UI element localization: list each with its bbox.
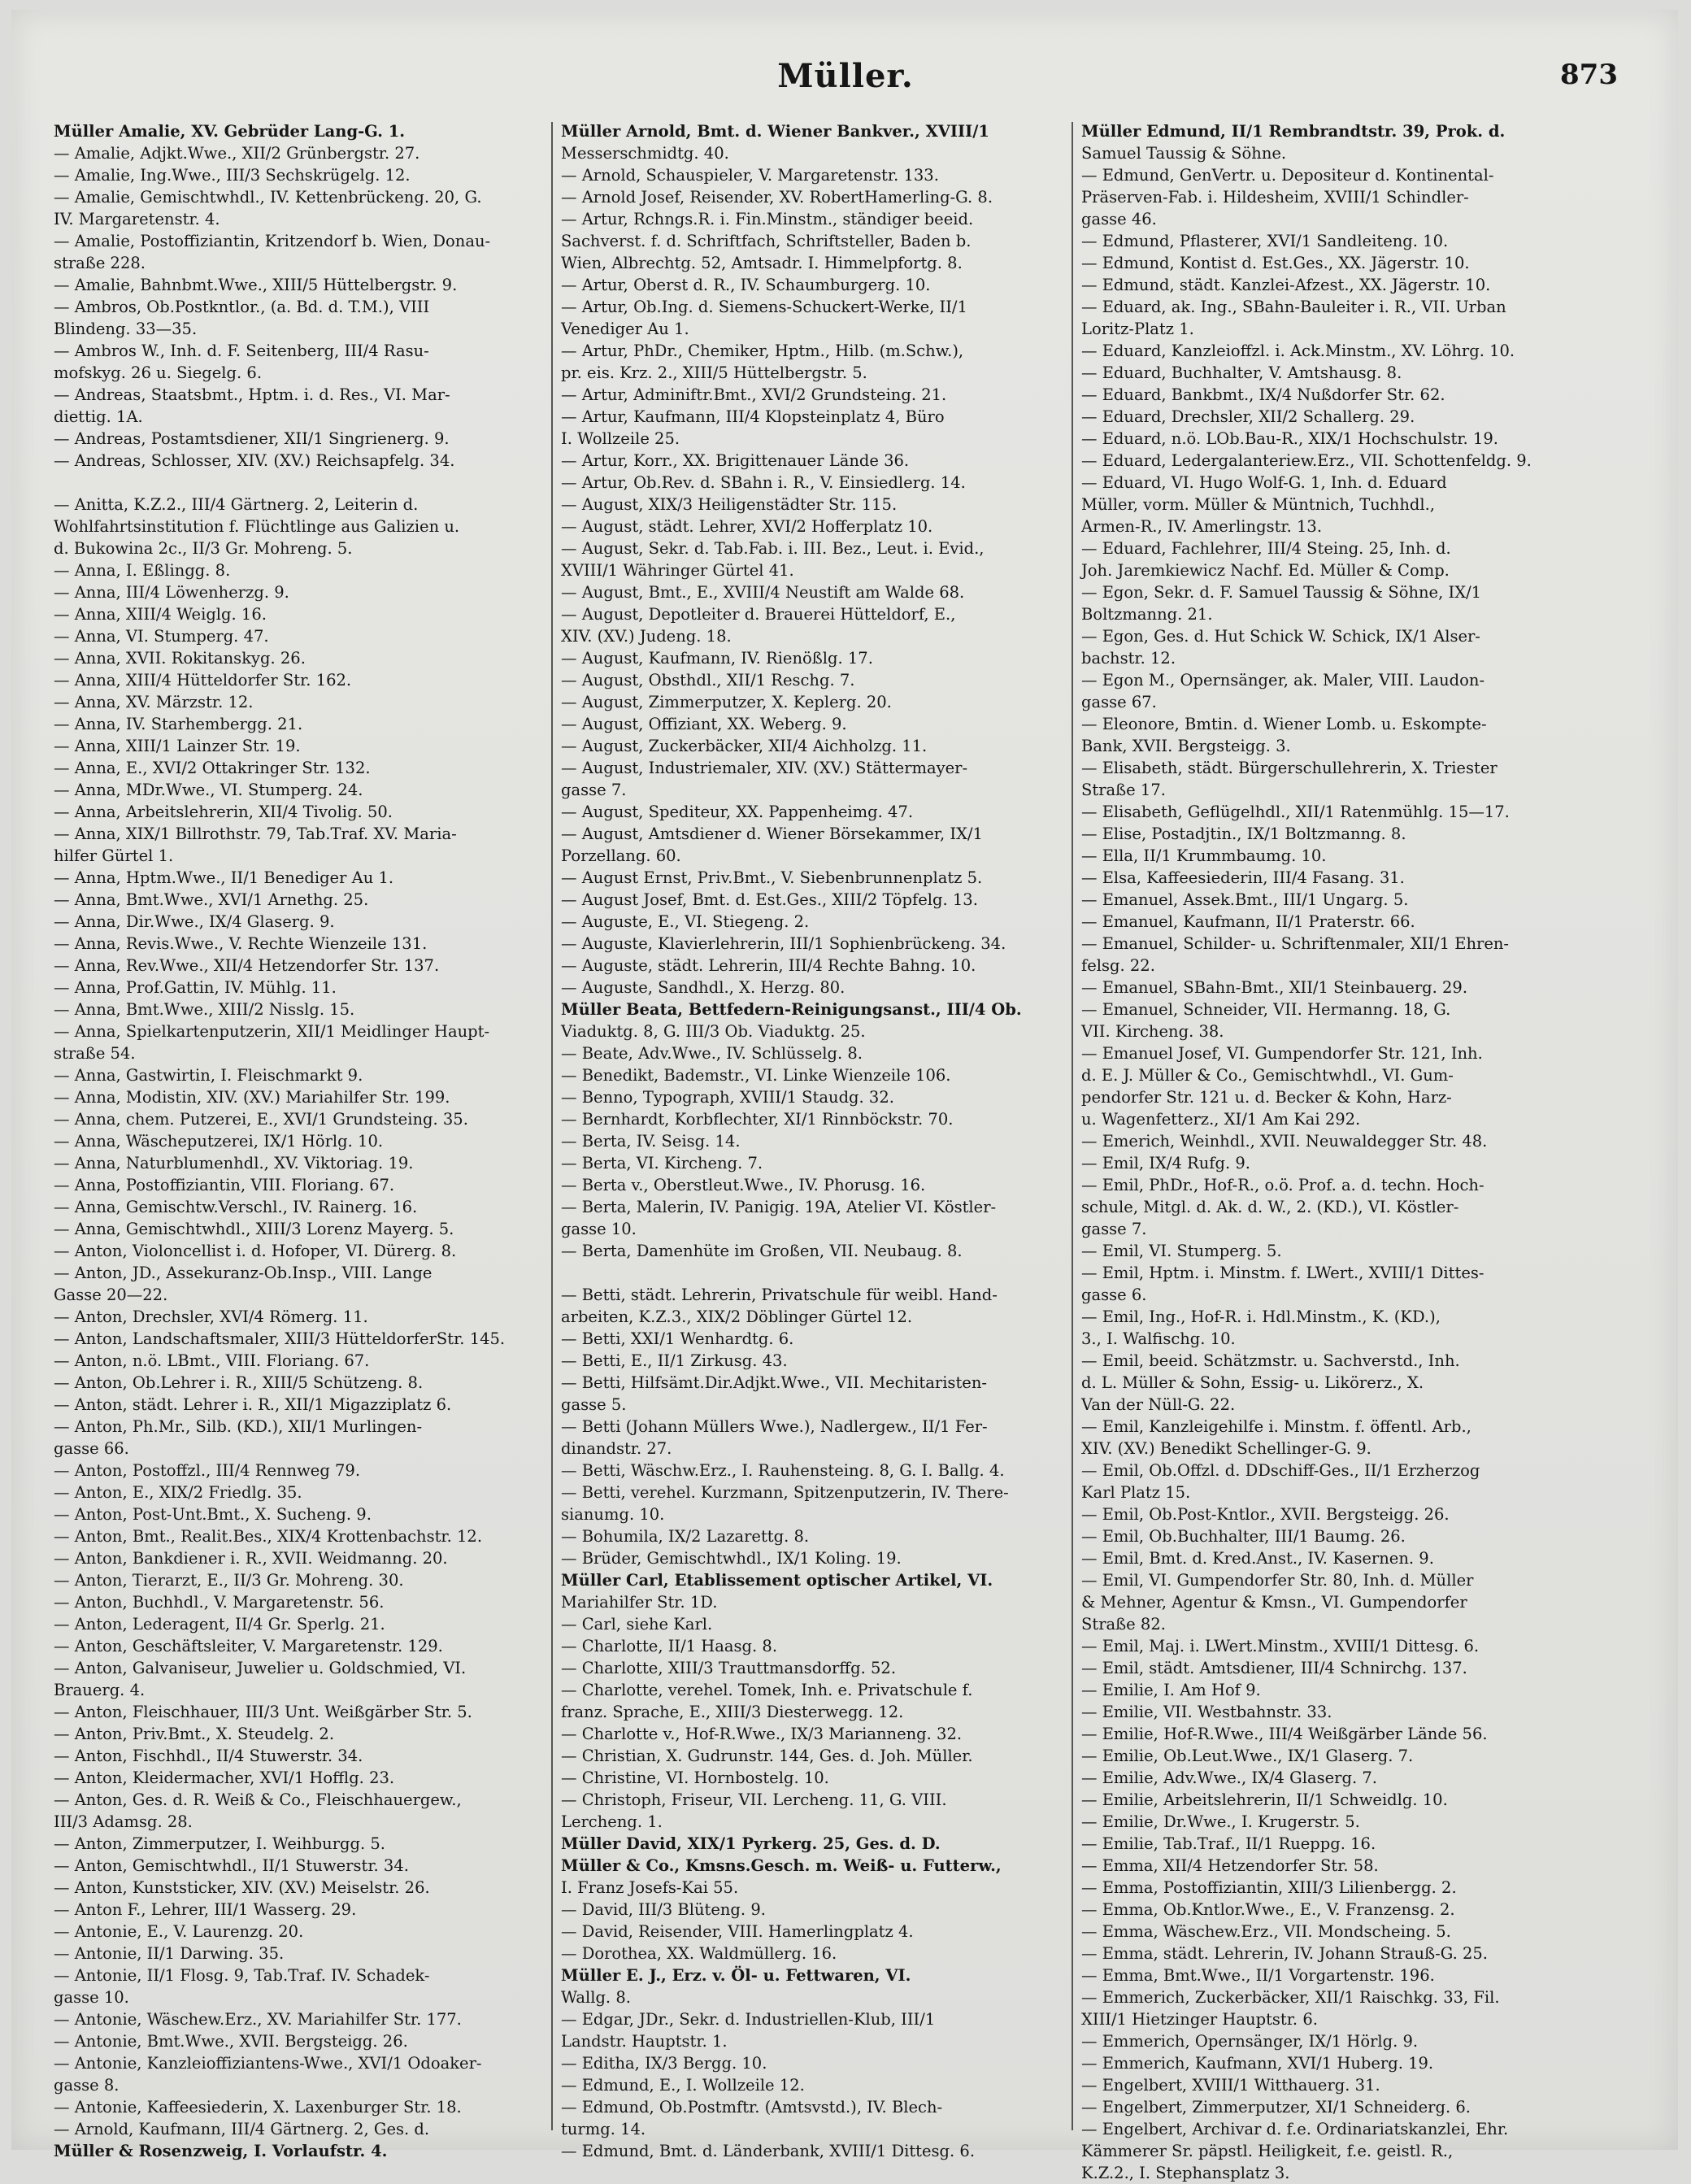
directory-entry: gasse 6. xyxy=(1081,1286,1147,1304)
directory-entry: — Anton, Ob.Lehrer i. R., XIII/5 Schützeng. 8. xyxy=(54,1373,424,1392)
directory-entry: — Artur, PhDr., Chemiker, Hptm., Hilb. (m.Schw.), xyxy=(561,342,964,360)
directory-entry: — Anna, Rev.Wwe., XII/4 Hetzendorfer Str. 137. xyxy=(54,956,440,975)
directory-entry: — Berta, IV. Seisg. 14. xyxy=(561,1132,741,1151)
directory-entry: — Anna, Modistin, XIV. (XV.) Mariahilfer Str. 199. xyxy=(54,1088,450,1107)
directory-entry: XIII/1 Hietzinger Hauptstr. 6. xyxy=(1081,2010,1318,2029)
directory-entry: — Emilie, Tab.Traf., II/1 Rueppg. 16. xyxy=(1081,1834,1376,1853)
directory-entry: Wallg. 8. xyxy=(561,1988,631,2007)
directory-entry: — Emilie, VII. Westbahnstr. 33. xyxy=(1081,1703,1332,1721)
directory-entry: gasse 7. xyxy=(561,781,627,799)
directory-entry: — Anitta, K.Z.2., III/4 Gärtnerg. 2, Leiterin d. xyxy=(54,495,419,514)
directory-entry: — Egon, Sekr. d. F. Samuel Taussig & Söhne, IX/1 xyxy=(1081,583,1482,602)
directory-entry: — Christian, X. Gudrunstr. 144, Ges. d. Joh. Müller. xyxy=(561,1747,973,1765)
directory-entry: — Anna, Wäscheputzerei, IX/1 Hörlg. 10. xyxy=(54,1132,384,1151)
directory-entry: — Betti, Wäschw.Erz., I. Rauhensteing. 8, G. I. Ballg. 4. xyxy=(561,1461,1005,1480)
directory-entry: — Anna, XV. Märzstr. 12. xyxy=(54,693,254,711)
directory-entry: Brauerg. 4. xyxy=(54,1681,146,1699)
directory-entry: Müller Amalie, XV. Gebrüder Lang-G. 1. xyxy=(54,122,406,141)
directory-entry: — Anna, XIII/4 Hütteldorfer Str. 162. xyxy=(54,671,352,690)
directory-entry: — Emilie, Ob.Leut.Wwe., IX/1 Glaserg. 7. xyxy=(1081,1747,1414,1765)
directory-entry: — Emanuel, Schilder- u. Schriftenmaler, XII/1 Ehren- xyxy=(1081,934,1510,953)
directory-entry: — Amalie, Adjkt.Wwe., XII/2 Grünbergstr. 27. xyxy=(54,144,420,163)
directory-entry: — Emma, städt. Lehrerin, IV. Johann Strauß-G. 25. xyxy=(1081,1944,1488,1963)
directory-entry: — Ambros W., Inh. d. F. Seitenberg, III/4 Rasu- xyxy=(54,342,429,360)
directory-entry: — Emma, Wäschew.Erz., VII. Mondscheing. 5. xyxy=(1081,1922,1451,1941)
column-middle xyxy=(561,120,1045,2160)
directory-entry: — Edmund, E., I. Wollzeile 12. xyxy=(561,2076,805,2095)
directory-entry: — Anna, Naturblumenhdl., XV. Viktoriag. 19. xyxy=(54,1154,414,1172)
directory-entry: Samuel Taussig & Söhne. xyxy=(1081,144,1287,163)
directory-entry: — August, Zimmerputzer, X. Keplerg. 20. xyxy=(561,693,892,711)
directory-entry: — Eduard, Kanzleioffzl. i. Ack.Minstm., XV. Löhrg. 10. xyxy=(1081,342,1515,360)
column-left xyxy=(54,120,538,2160)
directory-entry: — Betti, E., II/1 Zirkusg. 43. xyxy=(561,1351,788,1370)
directory-entry: IV. Margaretenstr. 4. xyxy=(54,210,220,228)
directory-entry: arbeiten, K.Z.3., XIX/2 Döblinger Gürtel 12. xyxy=(561,1307,913,1326)
directory-entry: — Auguste, Klavierlehrerin, III/1 Sophienbrückeng. 34. xyxy=(561,934,1006,953)
directory-entry: Joh. Jaremkiewicz Nachf. Ed. Müller & Comp. xyxy=(1081,561,1450,580)
directory-entry: Boltzmanng. 21. xyxy=(1081,605,1213,624)
directory-entry: — Charlotte v., Hof-R.Wwe., IX/3 Marianneng. 32. xyxy=(561,1725,963,1743)
directory-entry: — Anton, Violoncellist i. d. Hofoper, VI. Dürerg. 8. xyxy=(54,1242,457,1260)
directory-entry: — Eduard, ak. Ing., SBahn-Bauleiter i. R., VII. Urban xyxy=(1081,298,1506,316)
directory-entry: Lercheng. 1. xyxy=(561,1812,663,1831)
directory-entry: hilfer Gürtel 1. xyxy=(54,846,174,865)
directory-entry: — Anton, Gemischtwhdl., II/1 Stuwerstr. 34. xyxy=(54,1856,409,1875)
directory-entry: — Anna, Arbeitslehrerin, XII/4 Tivolig. 50. xyxy=(54,803,393,821)
directory-entry: dinandstr. 27. xyxy=(561,1439,672,1458)
directory-entry: — Anton, Buchhdl., V. Margaretenstr. 56. xyxy=(54,1593,385,1612)
directory-entry: — Christoph, Friseur, VII. Lercheng. 11, G. VIII. xyxy=(561,1790,947,1809)
page-title: Müller. xyxy=(777,57,914,95)
directory-entry: Kämmerer Sr. päpstl. Heiligkeit, f.e. geistl. R., xyxy=(1081,2142,1454,2160)
directory-entry: — Eduard, Ledergalanteriew.Erz., VII. Schottenfeldg. 9. xyxy=(1081,451,1532,470)
directory-entry: Landstr. Hauptstr. 1. xyxy=(561,2032,728,2051)
directory-entry: — Edmund, Kontist d. Est.Ges., XX. Jägerstr. 10. xyxy=(1081,254,1470,272)
directory-entry: Müller Arnold, Bmt. d. Wiener Bankver., XVIII/1 xyxy=(561,122,989,141)
directory-entry: — August, Sekr. d. Tab.Fab. i. III. Bez., Leut. i. Evid., xyxy=(561,539,985,558)
directory-entry: — Anton, Ges. d. R. Weiß & Co., Fleischhauergew., xyxy=(54,1790,462,1809)
directory-entry: — Elsa, Kaffeesiederin, III/4 Fasang. 31. xyxy=(1081,868,1405,887)
directory-entry: sianumg. 10. xyxy=(561,1505,665,1524)
directory-entry: gasse 10. xyxy=(54,1988,129,2007)
directory-entry: — Berta, VI. Kircheng. 7. xyxy=(561,1154,763,1172)
directory-entry: Blindeng. 33—35. xyxy=(54,320,198,338)
directory-entry: Porzellang. 60. xyxy=(561,846,681,865)
directory-entry: — Emil, VI. Gumpendorfer Str. 80, Inh. d. Müller xyxy=(1081,1571,1474,1590)
directory-entry: — Emerich, Weinhdl., XVII. Neuwaldegger Str. 48. xyxy=(1081,1132,1488,1151)
directory-entry: — Emil, Hptm. i. Minstm. f. LWert., XVIII/1 Dittes- xyxy=(1081,1264,1485,1282)
directory-entry: Van der Nüll-G. 22. xyxy=(1081,1395,1236,1414)
directory-entry: — Emma, XII/4 Hetzendorfer Str. 58. xyxy=(1081,1856,1379,1875)
directory-entry: — Benno, Typograph, XVIII/1 Staudg. 32. xyxy=(561,1088,894,1107)
directory-entry: — Emil, Ob.Post-Kntlor., XVII. Bergsteigg. 26. xyxy=(1081,1505,1450,1524)
directory-entry: — Emil, Kanzleigehilfe i. Minstm. f. öffentl. Arb., xyxy=(1081,1417,1471,1436)
directory-entry: Müller, vorm. Müller & Müntnich, Tuchhdl., xyxy=(1081,495,1436,514)
directory-entry: — Emanuel, Kaufmann, II/1 Praterstr. 66. xyxy=(1081,912,1415,931)
directory-entry: — Emma, Bmt.Wwe., II/1 Vorgartenstr. 196. xyxy=(1081,1966,1435,1985)
directory-entry: — Elisabeth, städt. Bürgerschullehrerin, X. Triester xyxy=(1081,759,1498,777)
directory-entry: — Anton, Postoffzl., III/4 Rennweg 79. xyxy=(54,1461,361,1480)
directory-entry: — Christine, VI. Hornbostelg. 10. xyxy=(561,1769,829,1787)
directory-entry: — Edmund, städt. Kanzlei-Afzest., XX. Jägerstr. 10. xyxy=(1081,276,1491,294)
directory-entry: — Auguste, städt. Lehrerin, III/4 Rechte Bahng. 10. xyxy=(561,956,976,975)
directory-entry: — Emil, Ob.Buchhalter, III/1 Baumg. 26. xyxy=(1081,1527,1406,1546)
directory-entry: — Elisabeth, Geflügelhdl., XII/1 Ratenmühlg. 15—17. xyxy=(1081,803,1510,821)
directory-entry: schule, Mitgl. d. Ak. d. W., 2. (KD.), VI. Köstler- xyxy=(1081,1198,1459,1216)
directory-entry: — Betti, Hilfsämt.Dir.Adjkt.Wwe., VII. Mechitaristen- xyxy=(561,1373,987,1392)
directory-entry: — Anna, MDr.Wwe., VI. Stumperg. 24. xyxy=(54,781,363,799)
directory-entry: — Ella, II/1 Krummbaumg. 10. xyxy=(1081,846,1327,865)
directory-entry: — Auguste, Sandhdl., X. Herzg. 80. xyxy=(561,978,846,997)
directory-entry: — Antonie, Wäschew.Erz., XV. Mariahilfer Str. 177. xyxy=(54,2010,462,2029)
directory-entry: — Anna, I. Eßlingg. 8. xyxy=(54,561,231,580)
directory-entry: — Anton, Bmt., Realit.Bes., XIX/4 Krottenbachstr. 12. xyxy=(54,1527,483,1546)
directory-entry: bachstr. 12. xyxy=(1081,649,1176,668)
directory-entry: — Emil, PhDr., Hof-R., o.ö. Prof. a. d. techn. Hoch- xyxy=(1081,1176,1485,1194)
directory-entry: gasse 10. xyxy=(561,1220,637,1238)
directory-entry: Müller & Rosenzweig, I. Vorlaufstr. 4. xyxy=(54,2142,388,2160)
directory-entry: pendorfer Str. 121 u. d. Becker & Kohn, Harz- xyxy=(1081,1088,1452,1107)
directory-entry: — August, Offiziant, XX. Weberg. 9. xyxy=(561,715,847,733)
directory-entry xyxy=(561,1262,1045,1284)
directory-entry: — August, Amtsdiener d. Wiener Börsekammer, IX/1 xyxy=(561,824,983,843)
directory-entry: — Artur, Ob.Rev. d. SBahn i. R., V. Einsiedlerg. 14. xyxy=(561,473,966,492)
directory-entry: u. Wagenfetterz., XI/1 Am Kai 292. xyxy=(1081,1110,1361,1129)
directory-entry: — Anna, Revis.Wwe., V. Rechte Wienzeile 131. xyxy=(54,934,428,953)
directory-entry: — Antonie, II/1 Flosg. 9, Tab.Traf. IV. Schadek- xyxy=(54,1966,430,1985)
directory-entry: XIV. (XV.) Benedikt Schellinger-G. 9. xyxy=(1081,1439,1371,1458)
directory-entry: — Anton, Drechsler, XVI/4 Römerg. 11. xyxy=(54,1307,368,1326)
directory-entry: — Anna, Postoffiziantin, VIII. Floriang. 67. xyxy=(54,1176,395,1194)
directory-entry: — Carl, siehe Karl. xyxy=(561,1615,713,1634)
directory-entry: — Emil, städt. Amtsdiener, III/4 Schnirchg. 137. xyxy=(1081,1659,1467,1677)
directory-entry: gasse 46. xyxy=(1081,210,1157,228)
directory-entry: — Emilie, Arbeitslehrerin, II/1 Schweidlg. 10. xyxy=(1081,1790,1448,1809)
directory-entry: gasse 8. xyxy=(54,2076,120,2095)
directory-entry: — Emilie, Adv.Wwe., IX/4 Glaserg. 7. xyxy=(1081,1769,1377,1787)
directory-entry: — August, Bmt., E., XVIII/4 Neustift am Walde 68. xyxy=(561,583,965,602)
directory-entry: Straße 82. xyxy=(1081,1615,1166,1634)
directory-entry: d. Bukowina 2c., II/3 Gr. Mohreng. 5. xyxy=(54,539,353,558)
directory-entry: — Anna, Bmt.Wwe., XVI/1 Arnethg. 25. xyxy=(54,890,369,909)
column-divider xyxy=(551,122,553,2130)
directory-entry: Bank, XVII. Bergsteigg. 3. xyxy=(1081,737,1291,755)
directory-entry: — Anton, Fleischhauer, III/3 Unt. Weißgärber Str. 5. xyxy=(54,1703,472,1721)
column-right xyxy=(1081,120,1566,2182)
directory-entry: — Eduard, Fachlehrer, III/4 Steing. 25, Inh. d. xyxy=(1081,539,1451,558)
directory-entry: — Anna, Hptm.Wwe., II/1 Benediger Au 1. xyxy=(54,868,394,887)
directory-entry: — Elise, Postadjtin., IX/1 Boltzmanng. 8. xyxy=(1081,824,1406,843)
directory-entry: — Anna, III/4 Löwenherzg. 9. xyxy=(54,583,289,602)
directory-entry: franz. Sprache, E., XIII/3 Diesterwegg. 12. xyxy=(561,1703,904,1721)
directory-entry: 3., I. Walfischg. 10. xyxy=(1081,1329,1236,1348)
directory-entry: Armen-R., IV. Amerlingstr. 13. xyxy=(1081,517,1323,536)
directory-entry: Karl Platz 15. xyxy=(1081,1483,1191,1502)
directory-entry: III/3 Adamsg. 28. xyxy=(54,1812,193,1831)
directory-entry: — Arnold, Schauspieler, V. Margaretenstr. 133. xyxy=(561,166,939,185)
directory-entry: — August, Obsthdl., XII/1 Reschg. 7. xyxy=(561,671,855,690)
directory-entry: mofskyg. 26 u. Siegelg. 6. xyxy=(54,363,263,382)
directory-entry: — Dorothea, XX. Waldmüllerg. 16. xyxy=(561,1944,837,1963)
directory-entry: — Betti, XXI/1 Wenhardtg. 6. xyxy=(561,1329,794,1348)
directory-entry: — Anton, Lederagent, II/4 Gr. Sperlg. 21. xyxy=(54,1615,385,1634)
directory-entry: — Artur, Kaufmann, III/4 Klopsteinplatz 4, Büro xyxy=(561,407,945,426)
directory-entry: Präserven-Fab. i. Hildesheim, XVIII/1 Schindler- xyxy=(1081,188,1469,207)
directory-entry: gasse 7. xyxy=(1081,1220,1147,1238)
directory-entry: I. Franz Josefs-Kai 55. xyxy=(561,1878,739,1897)
directory-entry: — Emmerich, Zuckerbäcker, XII/1 Raischkg. 33, Fil. xyxy=(1081,1988,1500,2007)
directory-entry: — Emmerich, Opernsänger, IX/1 Hörlg. 9. xyxy=(1081,2032,1419,2051)
directory-entry: Loritz-Platz 1. xyxy=(1081,320,1194,338)
directory-entry: — Charlotte, XIII/3 Trauttmansdorffg. 52. xyxy=(561,1659,897,1677)
directory-entry: — Anton, Galvaniseur, Juwelier u. Goldschmied, VI. xyxy=(54,1659,467,1677)
directory-entry: — Emilie, Dr.Wwe., I. Krugerstr. 5. xyxy=(1081,1812,1360,1831)
directory-entry: pr. eis. Krz. 2., XIII/5 Hüttelbergstr. 5. xyxy=(561,363,867,382)
directory-entry: — Anton, n.ö. LBmt., VIII. Floriang. 67. xyxy=(54,1351,370,1370)
directory-entry: Müller Carl, Etablissement optischer Artikel, VI. xyxy=(561,1571,993,1590)
directory-entry: — Anna, VI. Stumperg. 47. xyxy=(54,627,269,646)
directory-entry: — Amalie, Postoffiziantin, Kritzendorf b. Wien, Donau- xyxy=(54,232,491,250)
directory-entry: — Anna, XIX/1 Billrothstr. 79, Tab.Traf. XV. Maria- xyxy=(54,824,457,843)
directory-entry: d. E. J. Müller & Co., Gemischtwhdl., VI. Gum- xyxy=(1081,1066,1454,1085)
directory-entry: — Anna, XVII. Rokitanskyg. 26. xyxy=(54,649,306,668)
directory-entry: — Anna, Prof.Gattin, IV. Mühlg. 11. xyxy=(54,978,337,997)
column-divider xyxy=(1072,122,1073,2130)
directory-entry: — Antonie, Kanzleioffiziantens-Wwe., XVI/1 Odoaker- xyxy=(54,2054,482,2073)
directory-entry: — Artur, Korr., XX. Brigittenauer Lände 36. xyxy=(561,451,910,470)
directory-entry: — Eduard, Drechsler, XII/2 Schallerg. 29. xyxy=(1081,407,1415,426)
directory-entry: — Eleonore, Bmtin. d. Wiener Lomb. u. Eskompte- xyxy=(1081,715,1487,733)
directory-entry: — August, Kaufmann, IV. Rienößlg. 17. xyxy=(561,649,873,668)
directory-entry: — Betti, verehel. Kurzmann, Spitzenputzerin, IV. There- xyxy=(561,1483,1009,1502)
directory-entry xyxy=(54,472,538,494)
directory-entry: — Anton, E., XIX/2 Friedlg. 35. xyxy=(54,1483,302,1502)
directory-entry: — Anton, Ph.Mr., Silb. (KD.), XII/1 Murlingen- xyxy=(54,1417,423,1436)
directory-entry: — Anna, Bmt.Wwe., XIII/2 Nisslg. 15. xyxy=(54,1000,355,1019)
directory-entry: — Emanuel, Schneider, VII. Hermanng. 18, G. xyxy=(1081,1000,1451,1019)
directory-entry: — August, XIX/3 Heiligenstädter Str. 115. xyxy=(561,495,898,514)
directory-entry: — Artur, Rchngs.R. i. Fin.Minstm., ständiger beeid. xyxy=(561,210,974,228)
directory-entry: — Berta, Malerin, IV. Panigig. 19A, Atelier VI. Köstler- xyxy=(561,1198,997,1216)
directory-entry: diettig. 1A. xyxy=(54,407,143,426)
directory-entry: — Anton, Post-Unt.Bmt., X. Sucheng. 9. xyxy=(54,1505,372,1524)
directory-entry: — Amalie, Ing.Wwe., III/3 Sechskrügelg. 12. xyxy=(54,166,411,185)
directory-entry: — August, Spediteur, XX. Pappenheimg. 47. xyxy=(561,803,914,821)
directory-entry: Müller David, XIX/1 Pyrkerg. 25, Ges. d. D. xyxy=(561,1834,941,1853)
directory-entry: — Anna, XIII/1 Lainzer Str. 19. xyxy=(54,737,301,755)
directory-entry: — August, städt. Lehrer, XVI/2 Hofferplatz 10. xyxy=(561,517,933,536)
directory-entry: Wohlfahrtsinstitution f. Flüchtlinge aus Galizien u. xyxy=(54,517,460,536)
directory-entry: — Eduard, Buchhalter, V. Amtshausg. 8. xyxy=(1081,363,1402,382)
directory-entry: — Emanuel Josef, VI. Gumpendorfer Str. 121, Inh. xyxy=(1081,1044,1483,1063)
directory-entry: Müller & Co., Kmsns.Gesch. m. Weiß- u. Futterw., xyxy=(561,1856,1002,1875)
directory-entry: — Emil, Bmt. d. Kred.Anst., IV. Kasernen. 9. xyxy=(1081,1549,1434,1568)
directory-entry: — Egon, Ges. d. Hut Schick W. Schick, IX/1 Alser- xyxy=(1081,627,1480,646)
directory-entry: — Anton, Kunststicker, XIV. (XV.) Meiselstr. 26. xyxy=(54,1878,430,1897)
directory-entry: Venediger Au 1. xyxy=(561,320,689,338)
directory-entry: I. Wollzeile 25. xyxy=(561,429,680,448)
directory-entry: — Anton, JD., Assekuranz-Ob.Insp., VIII. Lange xyxy=(54,1264,433,1282)
directory-entry: XIV. (XV.) Judeng. 18. xyxy=(561,627,732,646)
directory-entry: — Emilie, I. Am Hof 9. xyxy=(1081,1681,1261,1699)
directory-entry: Müller Edmund, II/1 Rembrandtstr. 39, Prok. d. xyxy=(1081,122,1506,141)
directory-entry: — Emil, beeid. Schätzmstr. u. Sachverstd., Inh. xyxy=(1081,1351,1460,1370)
directory-entry: — Bernhardt, Korbflechter, XI/1 Rinnböckstr. 70. xyxy=(561,1110,954,1129)
directory-entry: — Anton, Fischhdl., II/4 Stuwerstr. 34. xyxy=(54,1747,363,1765)
directory-entry: Viaduktg. 8, G. III/3 Ob. Viaduktg. 25. xyxy=(561,1022,866,1041)
directory-entry: — Anna, XIII/4 Weiglg. 16. xyxy=(54,605,267,624)
directory-entry: — Benedikt, Bademstr., VI. Linke Wienzeile 106. xyxy=(561,1066,951,1085)
directory-entry: Straße 17. xyxy=(1081,781,1166,799)
directory-entry: — Engelbert, XVIII/1 Witthauerg. 31. xyxy=(1081,2076,1380,2095)
directory-entry: — August, Depotleiter d. Brauerei Hütteldorf, E., xyxy=(561,605,956,624)
directory-entry: gasse 67. xyxy=(1081,693,1157,711)
directory-entry: — Emil, IX/4 Rufg. 9. xyxy=(1081,1154,1250,1172)
directory-entry: — Artur, Oberst d. R., IV. Schaumburgerg. 10. xyxy=(561,276,931,294)
directory-entry: — Bohumila, IX/2 Lazarettg. 8. xyxy=(561,1527,810,1546)
directory-entry: felsg. 22. xyxy=(1081,956,1155,975)
directory-entry: — Charlotte, verehel. Tomek, Inh. e. Privatschule f. xyxy=(561,1681,973,1699)
directory-entry: — Anton, Tierarzt, E., II/3 Gr. Mohreng. 30. xyxy=(54,1571,404,1590)
directory-entry: — Anton, Kleidermacher, XVI/1 Hofflg. 23. xyxy=(54,1769,395,1787)
directory-entry: — Edmund, Pflasterer, XVI/1 Sandleiteng. 10. xyxy=(1081,232,1449,250)
directory-entry: gasse 66. xyxy=(54,1439,129,1458)
directory-entry: — Eduard, Bankbmt., IX/4 Nußdorfer Str. 62. xyxy=(1081,385,1445,404)
directory-entry: — August Ernst, Priv.Bmt., V. Siebenbrunnenplatz 5. xyxy=(561,868,983,887)
directory-entry: — Emil, Maj. i. LWert.Minstm., XVIII/1 Dittesg. 6. xyxy=(1081,1637,1480,1655)
directory-entry: — Anton, städt. Lehrer i. R., XII/1 Migazziplatz 6. xyxy=(54,1395,452,1414)
directory-entry: — Beate, Adv.Wwe., IV. Schlüsselg. 8. xyxy=(561,1044,863,1063)
directory-entry: — David, Reisender, VIII. Hamerlingplatz 4. xyxy=(561,1922,914,1941)
directory-entry: — Anton, Bankdiener i. R., XVII. Weidmanng. 20. xyxy=(54,1549,448,1568)
directory-entry: — August, Zuckerbäcker, XII/4 Aichholzg. 11. xyxy=(561,737,928,755)
directory-entry: — Editha, IX/3 Bergg. 10. xyxy=(561,2054,767,2073)
directory-entry: — Emilie, Hof-R.Wwe., III/4 Weißgärber Lände 56. xyxy=(1081,1725,1488,1743)
directory-entry: — Arnold, Kaufmann, III/4 Gärtnerg. 2, Ges. d. xyxy=(54,2120,430,2138)
directory-entry: & Mehner, Agentur & Kmsn., VI. Gumpendorfer xyxy=(1081,1593,1467,1612)
directory-entry: — Anna, E., XVI/2 Ottakringer Str. 132. xyxy=(54,759,371,777)
directory-entry: — Emma, Ob.Kntlor.Wwe., E., V. Franzensg. 2. xyxy=(1081,1900,1455,1919)
directory-entry: — Anna, Spielkartenputzerin, XII/1 Meidlinger Haupt- xyxy=(54,1022,490,1041)
directory-entry: — Anton, Landschaftsmaler, XIII/3 HütteldorferStr. 145. xyxy=(54,1329,506,1348)
directory-entry: — Emil, Ing., Hof-R. i. Hdl.Minstm., K. (KD.), xyxy=(1081,1307,1441,1326)
directory-entry: — Anna, Gastwirtin, I. Fleischmarkt 9. xyxy=(54,1066,363,1085)
directory-entry: — Berta v., Oberstleut.Wwe., IV. Phorusg. 16. xyxy=(561,1176,926,1194)
directory-entry: turmg. 14. xyxy=(561,2120,646,2138)
directory-entry: — Anton, Priv.Bmt., X. Steudelg. 2. xyxy=(54,1725,335,1743)
directory-entry: VII. Kircheng. 38. xyxy=(1081,1022,1224,1041)
directory-entry: Sachverst. f. d. Schriftfach, Schriftsteller, Baden b. xyxy=(561,232,972,250)
directory-entry: — Emmerich, Kaufmann, XVI/1 Huberg. 19. xyxy=(1081,2054,1434,2073)
directory-entry: — Charlotte, II/1 Haasg. 8. xyxy=(561,1637,778,1655)
directory-entry: — Eduard, n.ö. LOb.Bau-R., XIX/1 Hochschulstr. 19. xyxy=(1081,429,1498,448)
directory-entry: — Antonie, E., V. Laurenzg. 20. xyxy=(54,1922,304,1941)
page-number: 873 xyxy=(1560,59,1618,91)
directory-entry: — Emanuel, Assek.Bmt., III/1 Ungarg. 5. xyxy=(1081,890,1409,909)
directory-entry: — Amalie, Bahnbmt.Wwe., XIII/5 Hüttelbergstr. 9. xyxy=(54,276,458,294)
directory-entry: — Arnold Josef, Reisender, XV. RobertHamerling-G. 8. xyxy=(561,188,993,207)
directory-entry: — August, Industriemaler, XIV. (XV.) Stättermayer- xyxy=(561,759,968,777)
directory-entry: — Antonie, Bmt.Wwe., XVII. Bergsteigg. 26. xyxy=(54,2032,408,2051)
directory-entry: — Eduard, VI. Hugo Wolf-G. 1, Inh. d. Eduard xyxy=(1081,473,1447,492)
directory-entry: — Anna, IV. Starhembergg. 21. xyxy=(54,715,303,733)
directory-entry: — Artur, Ob.Ing. d. Siemens-Schuckert-Werke, II/1 xyxy=(561,298,967,316)
directory-entry: — Betti (Johann Müllers Wwe.), Nadlergew., II/1 Fer- xyxy=(561,1417,988,1436)
directory-entry: — Anton, Zimmerputzer, I. Weihburgg. 5. xyxy=(54,1834,385,1853)
directory-entry: — Edgar, JDr., Sekr. d. Industriellen-Klub, III/1 xyxy=(561,2010,936,2029)
directory-entry: — Betti, städt. Lehrerin, Privatschule für weibl. Hand- xyxy=(561,1286,998,1304)
directory-entry: — Antonie, II/1 Darwing. 35. xyxy=(54,1944,285,1963)
directory-entry: Wien, Albrechtg. 52, Amtsadr. I. Himmelpfortg. 8. xyxy=(561,254,963,272)
directory-entry: — Engelbert, Zimmerputzer, XI/1 Schneiderg. 6. xyxy=(1081,2098,1471,2117)
directory-entry: gasse 5. xyxy=(561,1395,627,1414)
directory-entry: Mariahilfer Str. 1D. xyxy=(561,1593,718,1612)
directory-entry: — Anna, Dir.Wwe., IX/4 Glaserg. 9. xyxy=(54,912,335,931)
directory-entry: — Emanuel, SBahn-Bmt., XII/1 Steinbauerg. 29. xyxy=(1081,978,1468,997)
directory-entry: straße 228. xyxy=(54,254,146,272)
directory-entry: — Auguste, E., VI. Stiegeng. 2. xyxy=(561,912,810,931)
directory-entry: — Edmund, Bmt. d. Länderbank, XVIII/1 Dittesg. 6. xyxy=(561,2142,976,2160)
directory-entry: Müller E. J., Erz. v. Öl- u. Fettwaren, VI. xyxy=(561,1966,911,1985)
directory-entry: straße 54. xyxy=(54,1044,136,1063)
directory-entry: d. L. Müller & Sohn, Essig- u. Likörerz., X. xyxy=(1081,1373,1424,1392)
directory-entry: Gasse 20—22. xyxy=(54,1286,168,1304)
directory-entry: — Emma, Postoffiziantin, XIII/3 Lilienbergg. 2. xyxy=(1081,1878,1457,1897)
directory-entry: — Antonie, Kaffeesiederin, X. Laxenburger Str. 18. xyxy=(54,2098,462,2117)
directory-entry: — Andreas, Staatsbmt., Hptm. i. d. Res., VI. Mar- xyxy=(54,385,450,404)
directory-entry: Messerschmidtg. 40. xyxy=(561,144,729,163)
directory-entry: — Berta, Damenhüte im Großen, VII. Neubaug. 8. xyxy=(561,1242,963,1260)
directory-entry: — Anton F., Lehrer, III/1 Wasserg. 29. xyxy=(54,1900,357,1919)
directory-entry: — Ambros, Ob.Postkntlor., (a. Bd. d. T.M.), VIII xyxy=(54,298,430,316)
directory-entry: — Brüder, Gemischtwhdl., IX/1 Koling. 19. xyxy=(561,1549,902,1568)
directory-entry: — Artur, Adminiftr.Bmt., XVI/2 Grundsteing. 21. xyxy=(561,385,947,404)
directory-entry: — Anton, Geschäftsleiter, V. Margaretenstr. 129. xyxy=(54,1637,443,1655)
directory-entry: — Andreas, Schlosser, XIV. (XV.) Reichsapfelg. 34. xyxy=(54,451,455,470)
directory-entry: — David, III/3 Blüteng. 9. xyxy=(561,1900,766,1919)
directory-entry: — Anna, Gemischtwhdl., XIII/3 Lorenz Mayerg. 5. xyxy=(54,1220,454,1238)
directory-entry: — Anna, Gemischtw.Verschl., IV. Rainerg. 16. xyxy=(54,1198,418,1216)
directory-entry: — Andreas, Postamtsdiener, XII/1 Singrienerg. 9. xyxy=(54,429,450,448)
directory-entry: — Engelbert, Archivar d. f.e. Ordinariatskanzlei, Ehr. xyxy=(1081,2120,1509,2138)
directory-entry: XVIII/1 Währinger Gürtel 41. xyxy=(561,561,794,580)
directory-entry: — Emil, VI. Stumperg. 5. xyxy=(1081,1242,1282,1260)
directory-entry: K.Z.2., I. Stephansplatz 3. xyxy=(1081,2164,1290,2182)
directory-entry: — Amalie, Gemischtwhdl., IV. Kettenbrückeng. 20, G. xyxy=(54,188,482,207)
directory-entry: Müller Beata, Bettfedern-Reinigungsanst., III/4 Ob. xyxy=(561,1000,1022,1019)
directory-entry: — Anna, chem. Putzerei, E., XVI/1 Grundsteing. 35. xyxy=(54,1110,468,1129)
directory-entry: — Emil, Ob.Offzl. d. DDschiff-Ges., II/1 Erzherzog xyxy=(1081,1461,1480,1480)
directory-entry: — August Josef, Bmt. d. Est.Ges., XIII/2 Töpfelg. 13. xyxy=(561,890,978,909)
directory-entry: — Edmund, GenVertr. u. Depositeur d. Kontinental- xyxy=(1081,166,1494,185)
directory-entry: — Edmund, Ob.Postmftr. (Amtsvstd.), IV. Blech- xyxy=(561,2098,943,2117)
directory-entry: — Egon M., Opernsänger, ak. Maler, VIII. Laudon- xyxy=(1081,671,1485,690)
